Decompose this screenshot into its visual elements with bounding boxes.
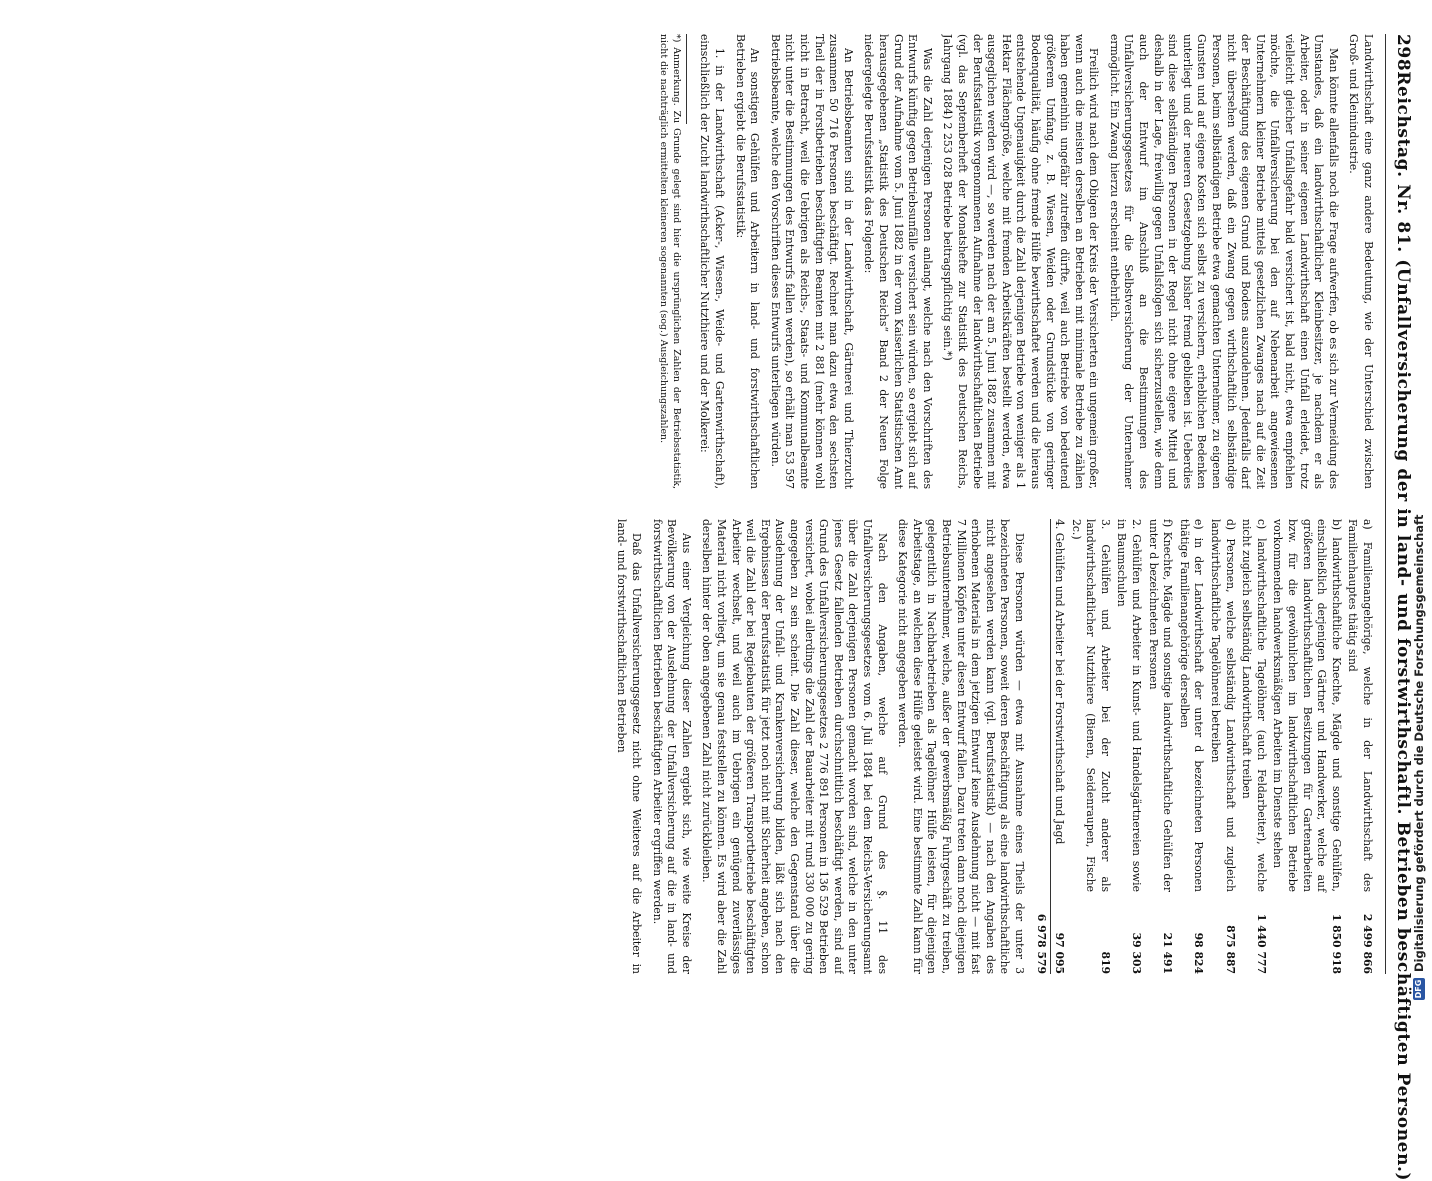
table-row bbox=[1269, 519, 1344, 974]
paragraph: Daß das Unfallversicherungsgesetz nicht ohne Weiteres auf die Arbeiter in land- und forstwirthschaftlichen Betrieben bbox=[615, 519, 644, 974]
row-label: f) Knechte, Mägde und sonstige landwirthschaftliche Gehülfen der unter d bezeichneten Personen bbox=[1146, 519, 1175, 892]
row-value: 819 bbox=[1098, 951, 1112, 974]
row-label: d) Personen, welche selbständig Landwirthschaft und zugleich landwirthschaftliche Tagelöhnerei betreiben bbox=[1209, 519, 1237, 892]
dfg-logo: DFG bbox=[1414, 979, 1423, 999]
total-label bbox=[1032, 519, 1050, 900]
left-column bbox=[35, 34, 1375, 489]
paragraph: Was die Zahl derjenigen Personen anlangt, welche nach den Vorschriften des Entwurfs künftig gegen Betriebsunfälle versichert sein würden, so ergiebt sich auf Grund der Aufnahme vom 5. Juni 1882 in der vom Kaiserlichen Statistischen Amt herausgegebenen „Statistik des Deutschen Reichs“ Band 2 der Neuen Folge niedergelegte Berufsstatistik das Folgende: bbox=[862, 34, 934, 489]
total-value: 6 978 579 bbox=[1032, 900, 1050, 974]
table-row bbox=[1175, 519, 1206, 974]
table-row bbox=[1113, 519, 1144, 974]
statistics-table bbox=[1032, 519, 1375, 974]
row-value: 2 499 866 bbox=[1361, 913, 1374, 974]
row-label: a) Familienangehörige, welche in der Landwirthschaft des Familienhauptes thätig sind bbox=[1346, 519, 1374, 892]
paragraph: Nach den Angaben, welche auf Grund des §. 11 des Unfallversicherungsgesetzes vom 6. Juli 1884 bei dem Reichs-Versicherungsamt über die Zahl derjenigen Personen gemacht worden sind, welche in den unter jenes Gesetz fallenden Betrieben durchschnittlich beschäftigt werden, sind auf Grund des Unfallversicherungsgesetzes 2 776 891 Personen in 136 529 Betrieben versichert, wobei allerdings die Zahl der Bauarbeiter mit rund 330 000 zu gering angegeben zu sein scheint. Die Zahl dieser, welche den Gegenstand über die Ausdehnung der Unfall- und Krankenversicherung bilden, läßt sich nach den Ergebnissen der Berufsstatistik für jetzt noch nicht mit Sicherheit angeben, schon weil die Zahl der bei Regiebauten der größeren Transportbetriebe beschäftigten Arbeiter wechselt, und weil auch im Uebrigen ein genügend zuverlässiges Material nicht vorliegt, um sie genau feststellen zu können. Es wird aber die Zahl derselben hinter der oben angegebenen Zahl nicht zurückbleiben. bbox=[700, 519, 889, 974]
row-value: 97 095 bbox=[1053, 932, 1067, 974]
row-value: 39 303 bbox=[1130, 932, 1144, 974]
text-columns bbox=[35, 34, 1375, 974]
paragraph: Landwirthschaft eine ganz andere Bedeutung, wie der Unterschied zwischen Groß- und Kleinindustrie. bbox=[1347, 34, 1375, 489]
paragraph: Freilich wird nach dem Obigen der Kreis der Versicherten ein ungemein großer, wenn auch die meisten derselben an Betrieben mit minimale Betriebe zu zählen haben gemeinhin ungefähr zutreffen dürfte, weil auch Betriebe von bedeutend größerem Umfang, z. B. Wiesen, Weiden oder Grundstücke von geringer Bodenqualität, häufig ohne fremde Hülfe bewirthschaftet werden und die hieraus entstehende Ungenauigkeit durch die Zahl derjenigen Betriebe von weniger als 1 Hektar Flächengröße, welche mit fremden Arbeitskräften bestellt werden, etwa ausgeglichen werden wird —, so werden nach der am 5. Juni 1882 zusammen mit der Berufsstatistik vorgenommenen Aufnahme der landwirthschaftlichen Betriebe (vgl. das Septemberheft der Monatshefte zur Statistik des Deutschen Reichs, Jahrgang 1884) 2 253 028 Betriebe beitragspflichtig sein.*) bbox=[941, 34, 1101, 489]
table-row bbox=[1206, 519, 1237, 974]
page-number: 298 bbox=[1393, 34, 1413, 72]
list-intro: 1. in der Landwirthschaft (Acker-, Wiesen-, Weide- und Gartenwirthschaft), einschließlich der Zucht landwirthschaftlicher Nutzthiere und der Molkerei: bbox=[698, 34, 727, 489]
total-row bbox=[1032, 519, 1050, 974]
table-row bbox=[1238, 519, 1269, 974]
row-label: e) in der Landwirthschaft der unter d bezeichneten Personen thätige Familienangehörige derselben bbox=[1177, 519, 1206, 892]
paragraph: An sonstigen Gehülfen und Arbeitern in land- und forstwirthschaftlichen Betrieben ergiebt die Berufsstatistik: bbox=[733, 34, 762, 489]
row-value: 875 887 bbox=[1223, 925, 1237, 974]
row-label: c) landwirthschaftliche Tagelöhner (auch Feldarbeiter), welche nicht zugleich selbständig Landwirthschaft treiben bbox=[1240, 519, 1268, 892]
funding-banner bbox=[1408, 0, 1430, 1000]
row-value: 21 491 bbox=[1161, 932, 1175, 974]
right-column bbox=[35, 519, 1375, 974]
paragraph: Aus einer Vergleichung dieser Zahlen ergiebt sich, wie weite Kreise der Bevölkerung von der Ausdehnung der Unfallversicherung auf die in land- und forstwirthschaftlichen Betrieben beschäftigten Arbeiter ergriffen werden. bbox=[650, 519, 693, 974]
row-value: 1 850 918 bbox=[1329, 913, 1343, 974]
row-label: b) landwirthschaftliche Knechte, Mägde und sonstige Gehülfen, einschließlich derjenigen Gärtner und Handwerker, welche auf größeren landwirthschaftlichen Besitzungen für Gartenarbeiten bzw. für die gewöhnlichen im landwirthschaftlichen Betriebe vorkommenden handwerksmäßigen Arbeiten im Dienste stehen bbox=[1271, 519, 1343, 892]
table-row bbox=[1344, 519, 1375, 974]
paragraph: Diese Personen würden — etwa mit Ausnahme eines Theils der unter 3 bezeichneten Personen, soweit deren Beschäftigung als eine landwirthschaftliche nicht angesehen werden kann (vgl. Berufsstatistik) — nach den Angaben des erhobenen Materials in dem jetzigen Entwurf keine Ausdehnung nicht — mit fast 7 Millionen Köpfen unter diesen Entwurf fallen. Dazu treten dann noch diejenigen Betriebsunternehmer, welche, außer der gewerbsmäßig Fuhrgeschäft zu treiben, gelegentlich in Nachbarbetrieben als Tagelöhner Hülfe leisten, für diejenigen Arbeitstage, an welchen diese Hülfe geleistet wird. Eine bestimmte Zahl kann für diese Kategorie nicht angegeben werden. bbox=[896, 519, 1026, 974]
paragraph: An Betriebsbeamten sind in der Landwirthschaft, Gärtnerei und Thierzucht zusammen 50 716 Personen beschäftigt. Rechnet man dazu etwa den sechsten Theil der in Forstbetrieben beschäftigten Beamten mit 2 881 (mehr können wohl nicht in Betracht, weil die Uebrigen als Reichs-, Staats- und Kommunalbeamte nicht unter die Bestimmungen des Entwurfs fallen werden), so erhält man 53 597 Betriebsbeamte, welche den Vorschriften dieses Entwurfs unterliegen würden. bbox=[768, 34, 855, 489]
table-row bbox=[1050, 519, 1067, 974]
page-title: Reichstag. Nr. 81. (Unfallversicherung der in land- und forstwirthschaftl. Betrieben beschäftigten Personen.) bbox=[1393, 71, 1413, 1181]
funding-note: Digitalisierung gefördert durch die Deutsche Forschungsgemeinschaft bbox=[1412, 514, 1426, 972]
row-value: 98 824 bbox=[1192, 932, 1206, 974]
row-label: 3. Gehülfen und Arbeiter bei der Zucht anderer als landwirthschaftlicher Nutzthiere (Bienen, Seidenraupen, Fische 2c.) bbox=[1069, 519, 1112, 892]
paragraph: Man könnte allenfalls noch die Frage aufwerfen, ob es sich zur Vermeidung des Umstandes, daß ein landwirthschaftlicher Kleinbesitzer, je nachdem er als Arbeiter, oder in seiner eigenen Landwirthschaft einen Unfall erleidet, trotz vielleicht gleicher Unfallsgefahr bald versichert ist, bald nicht, etwa empfehlen möchte, die Unfallversicherung bei den auf Nebenarbeit angewiesenen Unternehmern kleiner Betriebe mittels gesetzlichen Zwanges nach auf die Zeit der Beschäftigung des eigenen Grund und Bodens auszudehnen. Jedenfalls darf nicht übersehen werden, daß ein Zwang gegen wirthschaftlich selbständige Personen, beim selbständigen Betriebe etwa gemachten Unternehmer, zu eigenen Gunsten und auf eigene Kosten sich selbst zu versichern, erheblichen Bedenken unterliegt und der neueren Gesetzgebung bisher fremd geblieben ist. Ueberdies sind diese selbständigen Personen in der Regel nicht ohne eigene Mittel und deshalb in der Lage, freiwillig gegen Unfallsfolgen sich sicherzustellen, wie denn auch der Entwurf im Anschluß an die Bestimmungen des Unfallversicherungsgesetzes für die Selbstversicherung der Unternehmer ermöglicht. Ein Zwang hierzu erscheint entbehrlich. bbox=[1107, 34, 1340, 489]
footnote-divider bbox=[686, 34, 687, 124]
table-row bbox=[1067, 519, 1113, 974]
row-label: 2. Gehülfen und Arbeiter in Kunst- und Handelsgärtnereien sowie in Baumschulen bbox=[1115, 519, 1144, 892]
row-value: 1 440 777 bbox=[1254, 913, 1268, 974]
table-row bbox=[1144, 519, 1175, 974]
row-label: 4. Gehülfen und Arbeiter bei der Forstwirthschaft und Jagd bbox=[1053, 519, 1067, 845]
footnote: *) Anmerkung. Zu Grunde gelegt sind hier die ursprünglichen Zahlen der Betriebsstatistik, nicht die nachträglich ermittelten kleineren sogenannten (sog.) Ausgleichungszahlen. bbox=[658, 34, 682, 489]
